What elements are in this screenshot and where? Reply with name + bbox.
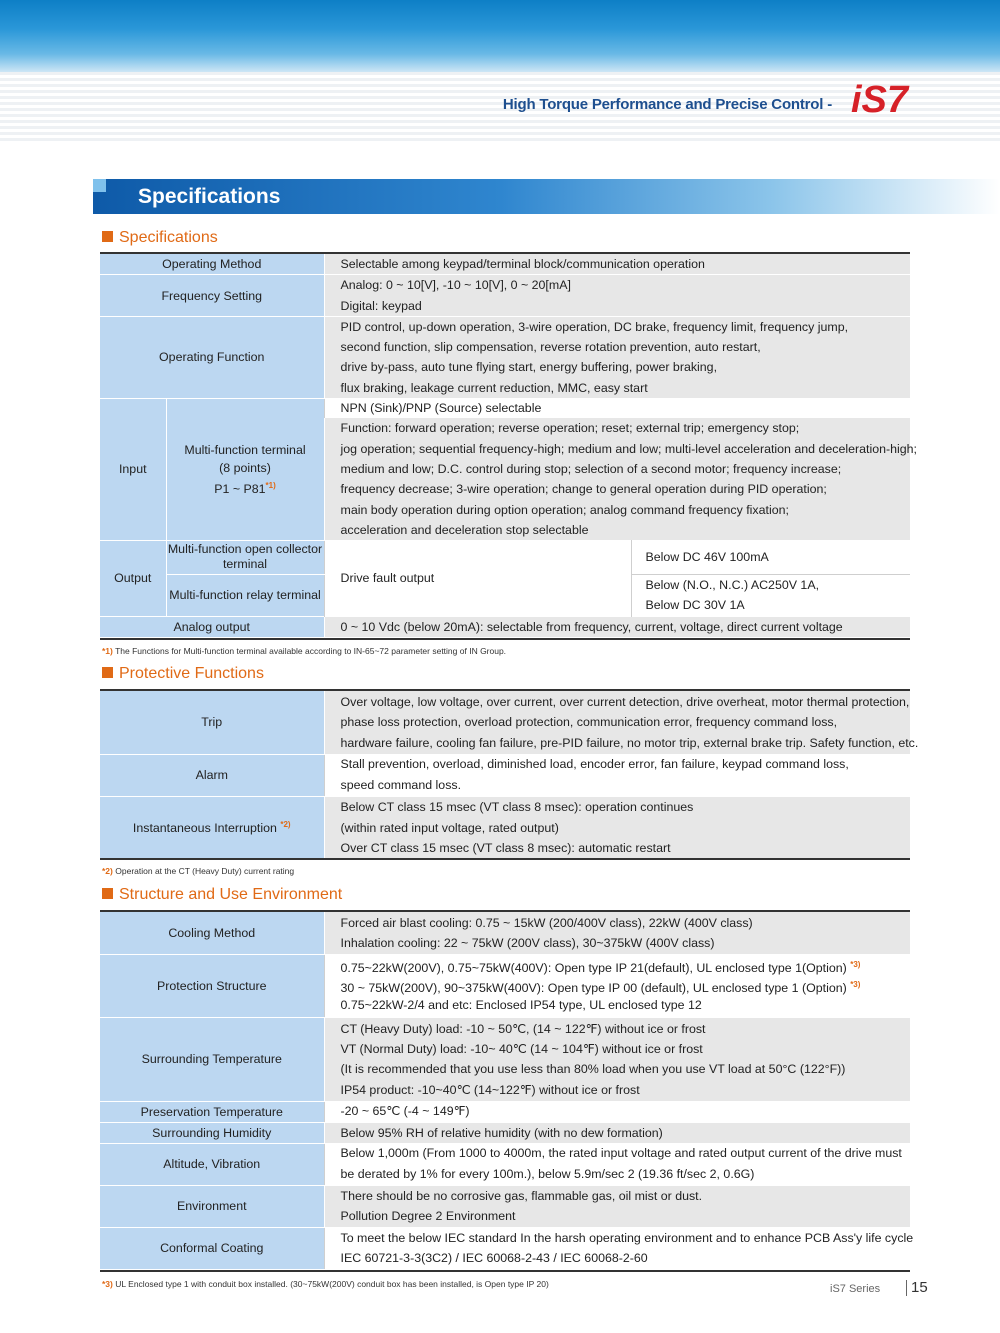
row-label: Operating Method [100, 254, 324, 275]
series-label: iS7 Series [830, 1283, 881, 1295]
row-value: 0.75~22kW(200V), 0.75~75kW(400V): Open type IP 21(default), UL enclosed type 1(Option) $^{*3)}$ 30 ~ 75kW(200V), 90~375kW(400V): Open type IP 00 (default), UL enclosed type 1 (Option) $^{*3)}$ 0.75~22kW-2/4 and etc: Enclosed IP54 type, UL enclosed type 12 [324, 954, 910, 1017]
table-row [100, 954, 910, 1017]
row-label: Operating Function [100, 316, 324, 398]
row-label: Output [100, 540, 166, 616]
row-label: Alarm [100, 754, 324, 796]
footnote-3: *3) UL Enclosed type 1 with conduit box installed. (30~75kW(200V) conduit box has been installed, is Open type IP 20) [102, 1279, 549, 1289]
row-value: Below CT class 15 msec (VT class 8 msec): operation continues (within rated input voltage, rated output) Over CT class 15 msec (VT class 8 msec): automatic restart [324, 796, 910, 859]
table-row [100, 254, 910, 275]
row-label: Altitude, Vibration [100, 1143, 324, 1185]
drive-fault-output: Drive fault output [324, 540, 631, 616]
row-value: There should be no corrosive gas, flammable gas, oil mist or dust. Pollution Degree 2 Environment [324, 1185, 910, 1227]
row-label: Frequency Setting [100, 275, 324, 317]
row-label: Preservation Temperature [100, 1101, 324, 1122]
specifications-table [100, 254, 918, 637]
row-label: Environment [100, 1185, 324, 1227]
row-value: To meet the below IEC standard In the harsh operating environment and to enhance PCB Ass'y life cycle IEC 60721-3-3(3C2) / IEC 60068-2-43 / IEC 60068-2-60 [324, 1227, 910, 1269]
row-label: Protection Structure [100, 954, 324, 1017]
square-bullet-icon [102, 888, 113, 899]
row-label: Surrounding Temperature [100, 1017, 324, 1101]
top-color-band [0, 0, 1000, 72]
table-row [100, 616, 910, 637]
row-label: Surrounding Humidity [100, 1122, 324, 1143]
row-label: Analog output [100, 616, 324, 637]
row-value: Analog: 0 ~ 10[V], -10 ~ 10[V], 0 ~ 20[mA] Digital: keypad [324, 275, 910, 317]
table-bottom-rule [100, 638, 910, 640]
table-row [100, 275, 910, 317]
row-value: CT (Heavy Duty) load: -10 ~ 50℃, (14 ~ 122℉) without ice or frost VT (Normal Duty) load: -10~ 40℃ (14 ~ 104℉) without ice or frost (It is recommended that you use less than 80% load when you use VT load at 50°C (122°F)) IP54 product: -10~40℃ (14~122℉) without ice or frost [324, 1017, 910, 1101]
row-value: Function: forward operation; reverse operation; reset; external trip; emergency stop; jog operation; sequential frequency-high; medium and low; multi-level acceleration and deceleration-high; medium and low; D.C. control during stop; selection of a second motor; frequency increase; frequency decrease; 3-wire operation; change to general operation during PID operation; main body operation during option operation; analog command frequency fixation; acceleration and deceleration stop selectable [324, 418, 910, 540]
footer-divider [906, 1280, 907, 1296]
row-value: PID control, up-down operation, 3-wire operation, DC brake, frequency limit, frequency jump, second function, slip compensation, reverse rotation prevention, auto restart, drive by-pass, auto tune flying start, energy buffering, power braking, flux braking, leakage current reduction, MMC, easy start [324, 316, 910, 398]
table-row [100, 754, 910, 796]
row-value: Over voltage, low voltage, over current, over current detection, drive overheat, motor thermal protection, phase loss protection, overload protection, communication error, frequency command loss, hardware failure, cooling fan failure, pre-PID failure, no motor trip, external brake trip. Safety function, etc. [324, 691, 910, 754]
subsection-structure-environment: Structure and Use Environment [102, 886, 342, 904]
section-banner [93, 179, 1000, 214]
row-value: Below 1,000m (From 1000 to 4000m, the rated input voltage and rated output current of the drive must be derated by 1% for every 100m.), below 5.9m/sec 2 (19.36 ft/sec 2, 0.6G) [324, 1143, 910, 1185]
table-row [100, 1017, 910, 1101]
table-row [100, 540, 910, 574]
protective-functions-table [100, 691, 919, 859]
page-number: 15 [911, 1279, 928, 1296]
table-row [100, 691, 910, 754]
row-value: Stall prevention, overload, diminished load, encoder error, fan failure, keypad command loss, speed command loss. [324, 754, 910, 796]
row-value: NPN (Sink)/PNP (Source) selectable [324, 398, 910, 418]
table-row [100, 1122, 910, 1143]
table-row [100, 316, 910, 398]
header-tagline: High Torque Performance and Precise Control - [502, 96, 832, 113]
table-row [100, 912, 910, 954]
table-bottom-rule [100, 1270, 910, 1272]
open-collector-rating: Below DC 46V 100mA [631, 540, 910, 574]
row-label: Trip [100, 691, 324, 754]
subsection-protective-functions: Protective Functions [102, 665, 264, 683]
section-title: Specifications [138, 185, 281, 208]
square-bullet-icon [102, 667, 113, 678]
subsection-specifications: Specifications [102, 229, 218, 247]
row-label: Conformal Coating [100, 1227, 324, 1269]
table-bottom-rule [100, 858, 910, 860]
row-value: Selectable among keypad/terminal block/communication operation [324, 254, 910, 275]
is7-logo: iS7 [850, 79, 908, 121]
footnote-1: *1) The Functions for Multi-function terminal available according to IN-65~72 parameter setting of IN Group. [102, 646, 507, 656]
relay-rating: Below (N.O., N.C.) AC250V 1A, Below DC 30V 1A [631, 574, 910, 616]
square-bullet-icon [102, 231, 113, 242]
table-row [100, 398, 910, 418]
open-collector-label: Multi-function open collector terminal [166, 540, 324, 574]
row-value: Forced air blast cooling: 0.75 ~ 15kW (200/400V class), 22kW (400V class) Inhalation cooling: 22 ~ 75kW (200V class), 30~375kW (400V class) [324, 912, 910, 954]
banner-square-icon [93, 179, 106, 192]
table-row [100, 1227, 910, 1269]
table-row [100, 1185, 910, 1227]
table-row [100, 1101, 910, 1122]
table-row [100, 796, 910, 859]
input-terminal-label: Multi-function terminal (8 points) P1 ~ P81$^{*1)}$ [166, 398, 324, 540]
row-value: 0 ~ 10 Vdc (below 20mA): selectable from frequency, current, voltage, direct current voltage [324, 616, 910, 637]
row-value: Below 95% RH of relative humidity (with no dew formation) [324, 1122, 910, 1143]
row-label: Instantaneous Interruption $^{*2)}$ [100, 796, 324, 859]
relay-label: Multi-function relay terminal [166, 574, 324, 616]
structure-environment-table [100, 912, 914, 1269]
row-label: Input [100, 398, 166, 540]
row-value: -20 ~ 65℃ (-4 ~ 149℉) [324, 1101, 910, 1122]
row-label: Cooling Method [100, 912, 324, 954]
table-row [100, 1143, 910, 1185]
footnote-2: *2) Operation at the CT (Heavy Duty) current rating [102, 866, 295, 876]
